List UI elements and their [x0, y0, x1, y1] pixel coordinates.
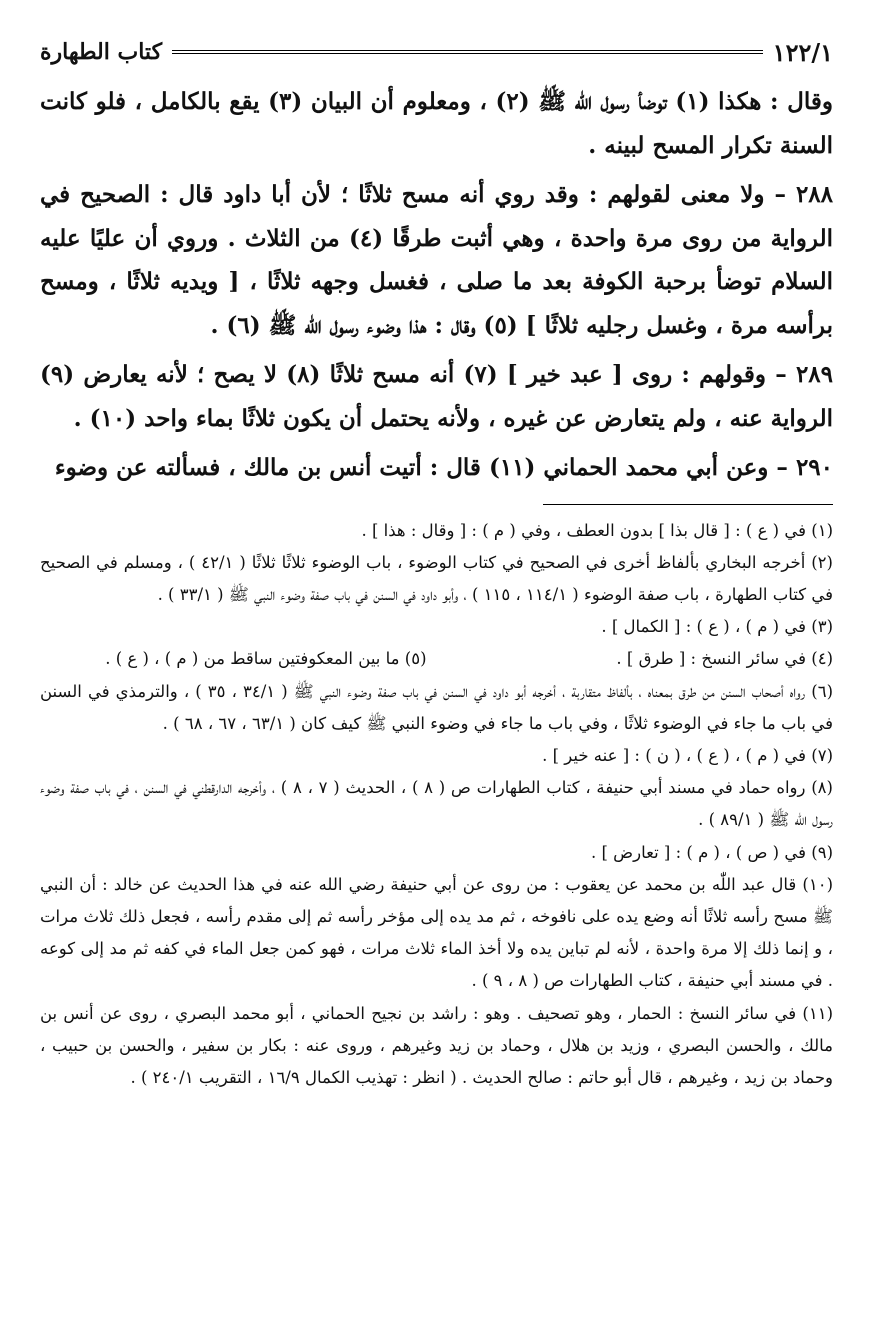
paragraph-289: ٢٨٩ – وقولهم : روى [ عبد خير ] (٧) أنه مسح ثلاثًا (٨) لا يصح ؛ لأنه يعارض (٩) الرواية عنه ، ولم يتعارض عن غيره ، ولأنه يحتمل أن يكون ثلاثًا بماء واحد (١٠) .: [40, 361, 833, 432]
footnote-10: (١٠) قال عبد اللّٰه بن محمد عن يعقوب : من روى عن أبي حنيفة رضي الله عنه في هذا الحديث عن خالد : أن النبي ﷺ مسح رأسه ثلاثًا أنه وضع يده على نافوخه ، ثم مد يده إلى مؤخر رأسه ثم إلى مقدم رأسه ، فجعل ذلك ثلاث مرات ، و إنما ذلك إلا مرة واحدة ، لأنه لم تباين يده ولا أخذ الماء ثلاث مرات ، فهو كمن جعل الماء في كفه ثم مد إلى كوعه . في مسند أبي حنيفة ، كتاب الطهارات ص ( ٨ ، ٩ ) .: [40, 874, 833, 991]
header-rule: [172, 50, 763, 54]
footnote-8: (٨) رواه حماد في مسند أبي حنيفة ، كتاب الطهارات ص ( ٨ ) ، الحديث ( ٧ ، ٨ ) ، وأخرجه الدارقطني في السنن ، في باب صفة وضوء رسول اللّٰه ﷺ ( ٨٩/١ ) .: [40, 778, 833, 830]
footnote-7: (٧) في ( م ) ، ( ع ) ، ( ن ) : [ عنه خير ] .: [542, 745, 833, 765]
footnote-6: (٦) رواه أصحاب السنن من طرق بمعناه ، بألفاظ متقاربة ، أخرجه أبو داود في السنن في باب صفة وضوء النبي ﷺ ( ٣٤/١ ، ٣٥ ) ، والترمذي في السنن في باب ما جاء في الوضوء ثلاثًا ، وفي باب ما جاء في وضوء النبي ﷺ كيف كان ( ٦٣/١ ، ٦٧ ، ٦٨ ) .: [40, 681, 834, 733]
footnote-row-3: [40, 611, 833, 643]
main-text: [40, 80, 833, 490]
footnotes: [40, 515, 833, 1095]
footnote-1: (١) في ( ع ) : [ قال بذا ] بدون العطف ، وفي ( م ) : [ وقال : هذا ] .: [361, 520, 833, 540]
footnote-5: (٥) ما بين المعكوفتين ساقط من ( م ) ، ( ع ) .: [105, 649, 427, 669]
footnote-4: (٤) في سائر النسخ : [ طرق ] .: [616, 649, 833, 669]
book-title: كتاب الطهارة: [40, 39, 163, 65]
paragraph-intro: وقال : هكذا (١) توضأ رسول اللّٰه ﷺ (٢) ، ومعلوم أن البيان (٣) يقع بالكامل ، فلو كانت السنة تكرار المسح لبينه .: [40, 88, 833, 159]
page-number: ١٢٢/١: [772, 37, 833, 67]
paragraph-290: ٢٩٠ – وعن أبي محمد الحماني (١١) قال : أتيت أنس بن مالك ، فسألته عن وضوء: [54, 454, 833, 481]
paragraph-288: ٢٨٨ – ولا معنى لقولهم : وقد روي أنه مسح ثلاثًا ؛ لأن أبا داود قال : الصحيح في الرواية من روى مرة واحدة ، وهي أثبت طرقًا (٤) من الثلاث . وروي أن عليًا عليه السلام توضأ برحبة الكوفة بعد ما صلى ، فغسل وجهه ثلاثًا ، [ ويديه ثلاثًا ، ومسح برأسه مرة ، وغسل رجليه ثلاثًا ] (٥) وقال : هذا وضوء رسول اللّٰه ﷺ (٦) .: [40, 181, 834, 339]
footnote-2: (٢) أخرجه البخاري بألفاظ أخرى في الصحيح في كتاب الوضوء ، باب الوضوء ثلاثًا ثلاثًا ( ٤٢/١ ) ، ومسلم في الصحيح في كتاب الطهارة ، باب صفة الوضوء ( ١١٤/١ ، ١١٥ ) ، وأبو داود في السنن في باب صفة وضوء النبي ﷺ ( ٣٣/١ ) .: [40, 552, 833, 604]
footnote-3: (٣) في ( م ) ، ( ع ) : [ الكمال ] .: [601, 617, 833, 637]
running-header: [40, 34, 833, 70]
footnote-row-4-5: [40, 643, 833, 675]
footnote-11: (١١) في سائر النسخ : الحمار ، وهو تصحيف . وهو : راشد بن نجيح الحماني ، أبو محمد البصري ، روى عن أنس بن مالك ، والحسن البصري ، وزيد بن هلال ، وحماد بن زيد وغيرهم ، وروى عنه : بكار بن سفير ، والحسن بن حبيب ، وحماد بن زيد ، وغيرهم ، قال أبو حاتم : صالح الحديث . ( انظر : تهذيب الكمال ١٦/٩ ، التقريب ٢٤٠/١ ) .: [40, 1003, 833, 1087]
book-page: [40, 34, 833, 1324]
footnote-separator: [543, 504, 833, 505]
footnote-9: (٩) في ( ص ) ، ( م ) : [ تعارض ] .: [591, 842, 833, 862]
